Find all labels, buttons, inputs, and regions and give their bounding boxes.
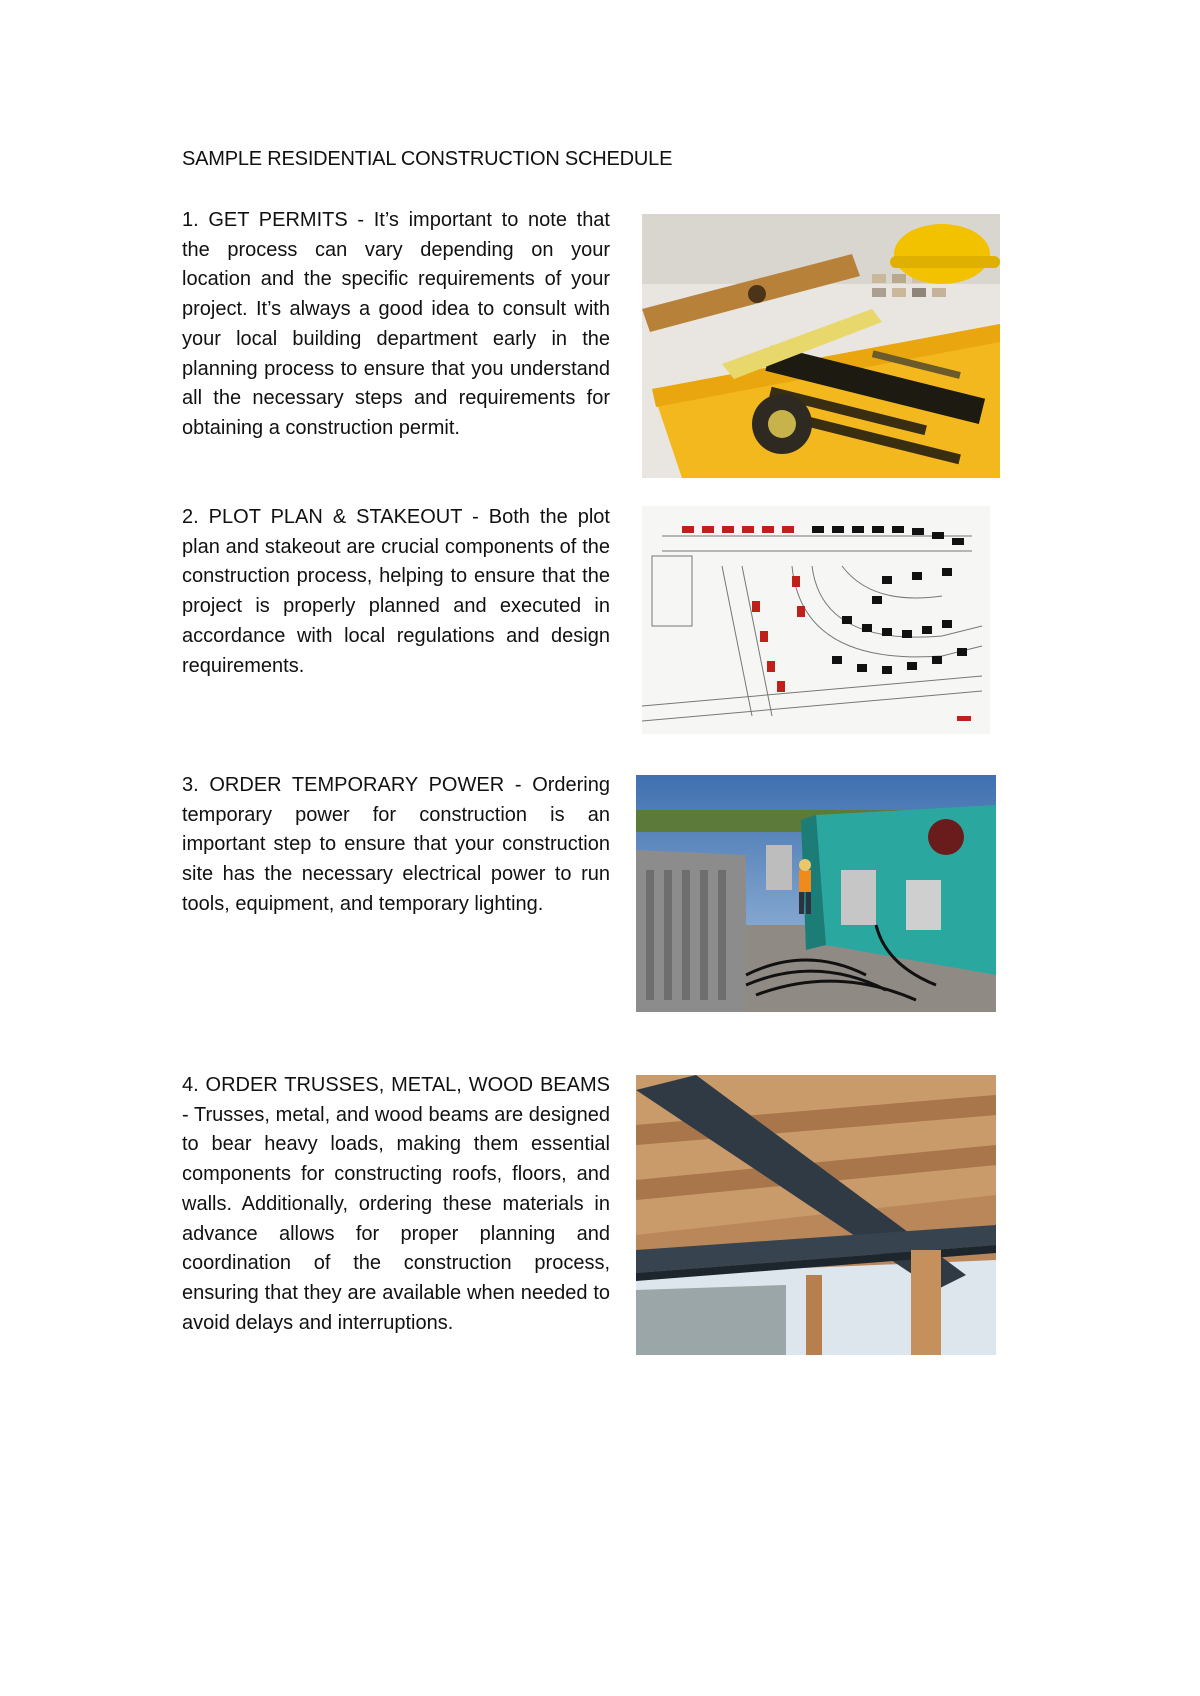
section-trusses: 4. ORDER TRUSSES, METAL, WOOD BEAMS - Trusses, metal, and wood beams are designed to bear heavy loads, making them essential components for constructing roofs, floors, and walls. Additionally, ordering these materials in advance allows for proper planning and coordination of the construction process, ensuring that they are available when needed to avoid delays and interruptions. [182,1074,610,1334]
section-body: Ordering temporary power for construction is an important step to ensure that your construction site has the necessary electrical power to run tools, equipment, and temporary lighting. [182,774,610,915]
section-heading: 3. ORDER TEMPORARY POWER [182,774,505,796]
wood-beams-photo [636,1075,996,1355]
building-permit-photo [642,214,1000,478]
section-body: Both the plot plan and stakeout are crucial components of the construction process, helping to ensure that the project is properly planned and executed in accordance with local regulations and design requirements. [182,506,610,677]
temporary-power-photo [636,775,996,1012]
page-title: SAMPLE RESIDENTIAL CONSTRUCTION SCHEDULE [182,148,673,170]
section-heading: 2. PLOT PLAN & STAKEOUT [182,506,463,528]
section-plot-plan: 2. PLOT PLAN & STAKEOUT - Both the plot plan and stakeout are crucial components of the construction process, helping to ensure that the project is properly planned and executed in accordance with local regulations and design requirements. [182,506,610,677]
section-heading: 4. ORDER TRUSSES, METAL, WOOD BEAMS [182,1074,610,1096]
section-body: Trusses, metal, and wood beams are designed to bear heavy loads, making them essential components for constructing roofs, floors, and walls. Additionally, ordering these materials in advance allows for proper planning and coordination of the construction process, ensuring that they are available when needed to avoid delays and interruptions. [182,1103,610,1334]
section-temporary-power: 3. ORDER TEMPORARY POWER - Ordering temporary power for construction is an important step to ensure that your construction site has the necessary electrical power to run tools, equipment, and temporary lighting. [182,774,610,915]
section-heading: 1. GET PERMITS [182,209,348,231]
plot-plan-photo [642,506,990,734]
section-body: It’s important to note that the process can vary depending on your location and the specific requirements of your project. It’s always a good idea to consult with your local building department early in the planning process to ensure that you understand all the necessary steps and requirements for obtaining a construction permit. [182,209,610,439]
section-permits: 1. GET PERMITS - It’s important to note that the process can vary depending on your location and the specific requirements of your project. It’s always a good idea to consult with your local building department early in the planning process to ensure that you understand all the necessary steps and requirements for obtaining a construction permit. [182,209,610,439]
